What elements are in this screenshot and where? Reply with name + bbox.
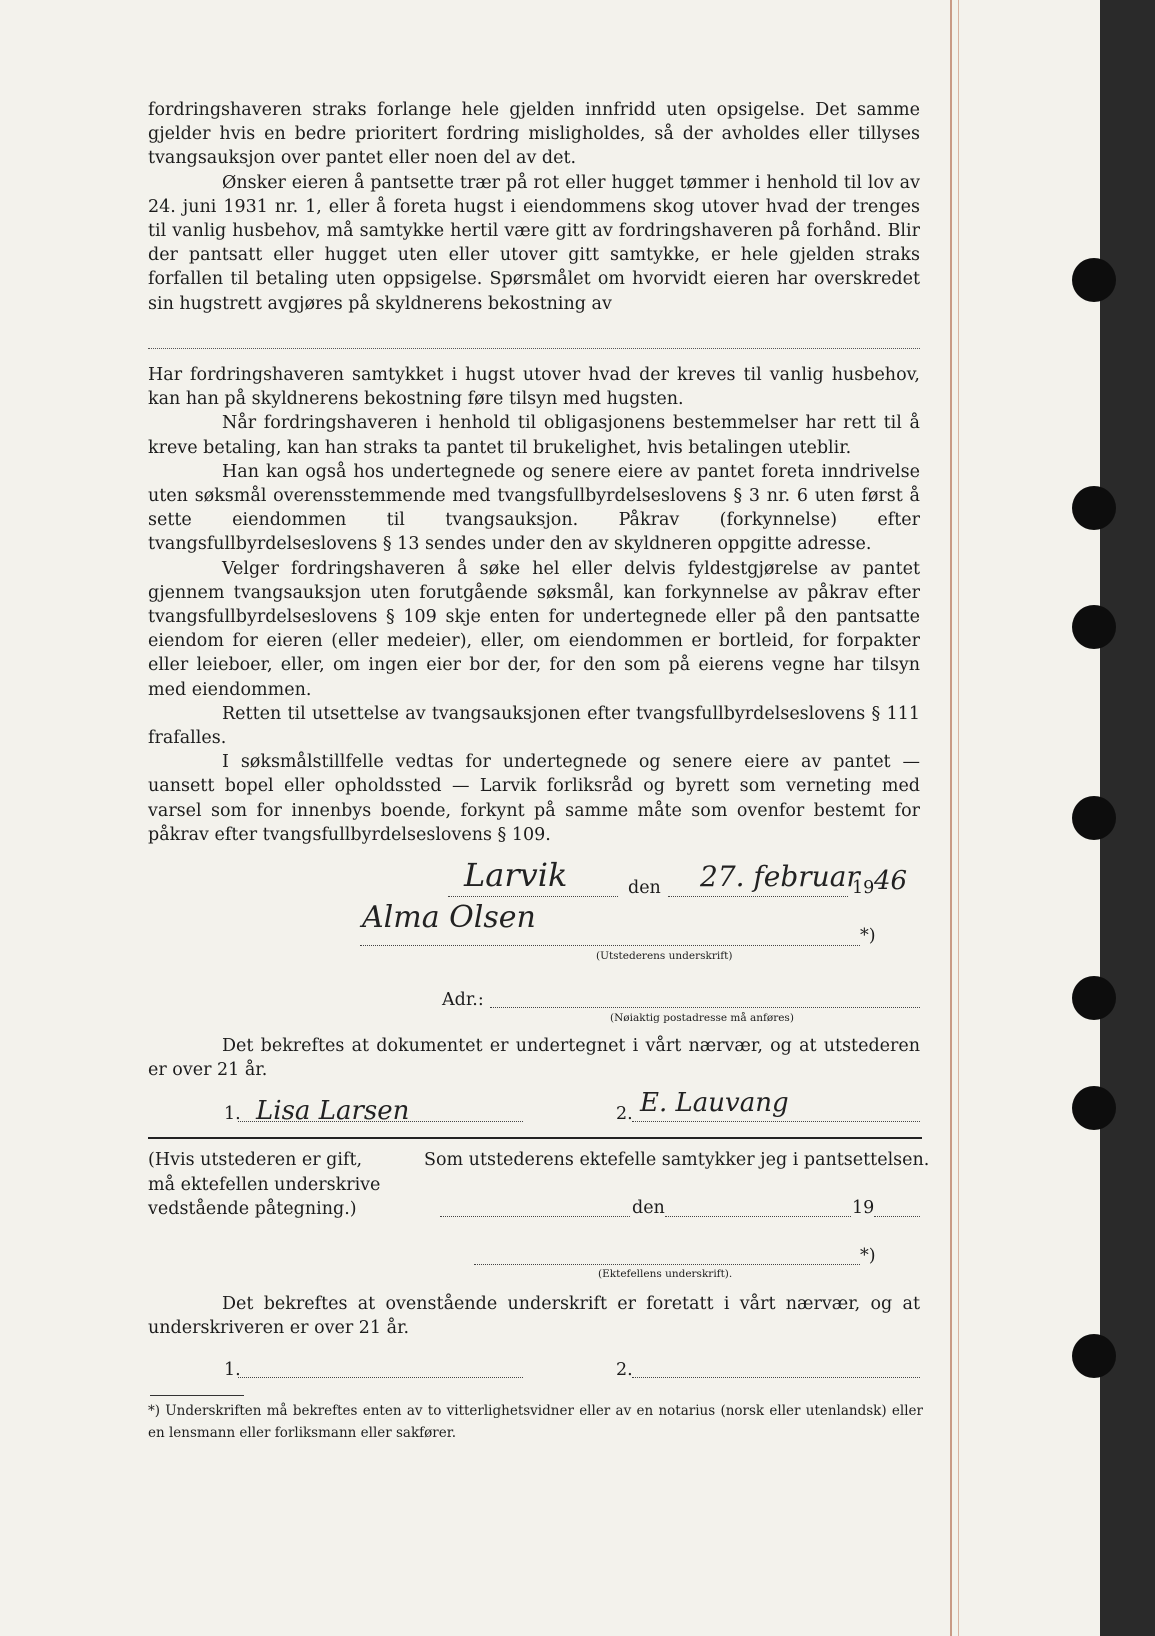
den-label: den [628,878,661,898]
witness-2-signature: E. Lauvang [640,1088,789,1118]
spouse-witness-1-line [238,1377,523,1378]
paragraph: Velger fordringshaveren å søke hel eller delvis fyldestgjørelse av pantet gjennem tvangsauksjon uten forutgående søksmål, kan forkynnelse av påkrav efter tvangsfullbyrdelseslovens § 109 skje enten for undertegnede eller på den pantsatte eiendom for eieren (eller medeier), eller, om eiendommen er bortleid, for forpakter eller leieboer, eller, om ingen eier bor der, for den som på eierens vegne har tilsyn med eiendommen. [148,558,920,700]
paragraph: Når fordringshaveren i henhold til obligasjonens bestemmelser har rett til å kreve betaling, kan han straks ta pantet til brukelighet, hvis betalingen uteblir. [148,413,920,458]
footnote-rule [150,1395,244,1396]
address-caption: (Nøiaktig postadresse må anføres) [610,1012,794,1024]
margin-rule [950,0,952,1636]
witness-2-label: 2. [616,1104,633,1124]
spouse-witness-1-label: 1. [224,1360,241,1380]
spouse-witness-2-label: 2. [616,1360,633,1380]
paragraph: Han kan også hos undertegnede og senere eiere av pantet foreta inndrivelse uten søksmål overensstemmende med tvangsfullbyrdelseslovens § 3 nr. 6 uten først å sette eiendommen til tvangsauksjon. Påkrav (forkynnelse) efter tvangsfullbyrdelseslovens § 13 sendes under den av skyldneren oppgitte adresse. [148,461,920,555]
handwritten-date: 27. februar [700,860,860,893]
dotted-separator [148,348,920,349]
signature-line [360,945,860,946]
paragraph: fordringshaveren straks forlange hele gjelden innfridd uten opsigelse. Det samme gjelder hvis en bedre prioritert fordring misligholdes, så der avholdes eller tillyses tvangsauksjon over pantet eller noen del av det. [148,100,920,169]
spouse-den-label: den [632,1198,665,1218]
paragraph: Retten til utsettelse av tvangsauksjonen efter tvangsfullbyrdelseslovens § 111 frafalles. [148,703,920,749]
witness-1-label: 1. [224,1104,241,1124]
punch-hole-icon [1072,258,1116,302]
margin-rule-secondary [958,0,959,1636]
spouse-note: (Hvis utstederen er gift, må ektefellen underskrive vedstående påtegning.) [148,1150,381,1219]
punch-hole-icon [1072,1086,1116,1130]
spouse-confirm-block [148,1292,920,1340]
paragraph: Ønsker eieren å pantsette trær på rot eller hugget tømmer i henhold til lov av 24. juni 1931 nr. 1, eller å foreta hugst i eiendommens skog utover hvad der trenges til vanlig husbehov, må samtykke hertil være gitt av fordringshaveren på forhånd. Blir der pantsatt eller hugget uten eller utover gitt samtykke, er hele gjelden straks forfallen til betaling uten oppsigelse. Spørsmålet om hvorvidt eieren har overskredet sin hugstrett avgjøres på skyldnerens bekostning av [148,172,920,314]
spouse-date-line [665,1216,851,1217]
punch-hole-icon [1072,796,1116,840]
punch-hole-icon [1072,486,1116,530]
year-prefix: 19 [852,878,875,898]
spouse-witness-2-line [632,1377,920,1378]
spouse-asterisk: *) [860,1246,876,1266]
punch-hole-icon [1072,1334,1116,1378]
place-line [448,896,618,897]
handwritten-year: 46 [874,866,908,896]
spouse-signature-line [474,1264,860,1265]
witness-1-line [238,1121,523,1122]
witness-2-line [632,1121,920,1122]
paragraph: Har fordringshaveren samtykket i hugst utover hvad der kreves til vanlig husbehov, kan han på skyldnerens bekostning føre tilsyn med hugsten. [148,365,920,410]
section-divider [148,1137,922,1139]
witness-text-block [148,1034,920,1082]
spouse-place-line [440,1216,630,1217]
punch-hole-icon [1072,605,1116,649]
footnote [148,1400,923,1444]
witness-1-signature: Lisa Larsen [256,1096,410,1126]
top-text-block [148,98,920,316]
spouse-year-prefix: 19 [852,1198,875,1218]
paragraph: I søksmålstillfelle vedtas for undertegnede og senere eiere av pantet — uansett bopel eller opholdssted — Larvik forliksråd og byrett som verneting med varsel som for innenbys boende, forkynt på samme måte som ovenfor bestemt for påkrav efter tvangsfullbyrdelseslovens § 109. [148,752,920,845]
footnote-text: *) Underskriften må bekreftes enten av to vitterlighetsvidner eller av en notarius (norsk eller utenlandsk) eller en lensmann eller forliksmann eller sakfører. [148,1403,923,1441]
address-label: Adr.: [442,990,484,1010]
signature-asterisk: *) [860,926,876,946]
handwritten-place: Larvik [464,856,568,894]
punch-hole-icon [1072,976,1116,1020]
address-line [490,1007,920,1008]
spouse-year-line [874,1216,920,1217]
handwritten-signature: Alma Olsen [362,900,536,935]
spouse-consent-text: Som utstederens ektefelle samtykker jeg i pantsettelsen. [424,1150,930,1170]
date-line [668,896,848,897]
signature-caption: (Utstederens underskrift) [596,950,733,962]
witness-statement: Det bekreftes at dokumentet er undertegnet i vårt nærvær, og at utstederen er over 21 år. [148,1036,920,1081]
spouse-confirm-statement: Det bekreftes at ovenstående underskrift er foretatt i vårt nærvær, og at underskriveren er over 21 år. [148,1294,920,1339]
main-text-block [148,363,920,847]
spouse-caption: (Ektefellens underskrift). [598,1268,733,1280]
